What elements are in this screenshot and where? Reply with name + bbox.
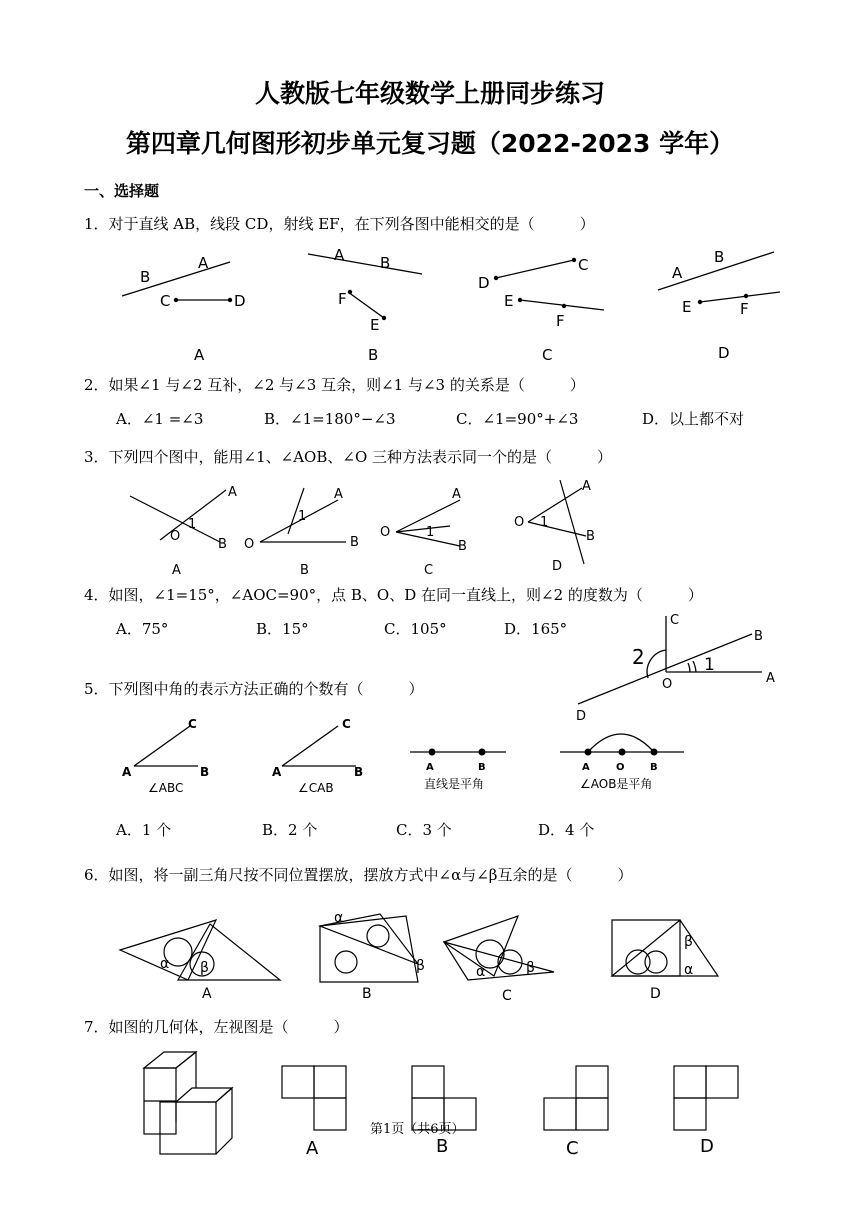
q1c-label-d: D <box>478 274 490 292</box>
svg-text:A: A <box>228 485 237 500</box>
q1c-label-f: F <box>556 312 565 330</box>
question-4-option-d: D．165° <box>504 620 568 638</box>
q6c-beta: β <box>526 960 535 976</box>
question-5-option-b: B．2 个 <box>262 821 318 839</box>
q1b-line-ab <box>308 254 422 274</box>
q3-caption-a: A <box>172 563 181 578</box>
svg-text:1: 1 <box>704 655 715 675</box>
page-footer: 第1页（共6页） <box>370 1122 465 1137</box>
q7-caption-c: C <box>566 1138 579 1159</box>
q1d-label-b: B <box>714 248 725 266</box>
q6-caption-c: C <box>502 988 512 1004</box>
svg-text:A: A <box>334 487 343 502</box>
q1a-label-c: C <box>160 292 171 310</box>
q7-caption-b: B <box>436 1136 449 1157</box>
svg-text:1: 1 <box>298 509 307 524</box>
q6c-alpha: α <box>476 964 486 980</box>
svg-text:D: D <box>576 709 587 724</box>
svg-text:B: B <box>754 629 763 644</box>
svg-text:O: O <box>616 762 625 773</box>
q6a-beta: β <box>200 960 209 976</box>
question-2-option-a: A．∠1 =∠3 <box>116 410 204 428</box>
question-3-figures <box>120 476 610 580</box>
q1d-label-f: F <box>740 300 749 318</box>
question-4-figure <box>566 610 786 726</box>
q1d-label-e: E <box>682 298 692 316</box>
q1c-segment-dc <box>496 260 574 278</box>
q7-caption-d: D <box>700 1136 714 1157</box>
q3-caption-d: D <box>552 559 563 574</box>
question-3-text: 3．下列四个图中，能用∠1、∠AOB、∠O 三种方法表示同一个的是（ ） <box>84 448 613 466</box>
q1b-label-a: A <box>334 246 345 264</box>
question-4-option-c: C．105° <box>384 620 447 638</box>
question-4-option-b: B．15° <box>256 620 309 638</box>
q1d-label-a: A <box>672 264 683 282</box>
svg-text:A: A <box>272 765 282 779</box>
q1c-label-e: E <box>504 292 514 310</box>
question-5-option-a: A．1 个 <box>116 821 172 839</box>
q3-caption-b: B <box>300 563 309 578</box>
svg-text:O: O <box>514 515 525 530</box>
q1c-ray-ef <box>520 300 604 310</box>
q6-caption-d: D <box>650 986 661 1002</box>
question-1-figures <box>110 242 800 370</box>
q3-caption-c: C <box>424 563 434 578</box>
svg-text:2: 2 <box>632 645 645 669</box>
svg-text:A: A <box>582 479 591 494</box>
svg-text:1: 1 <box>540 515 549 530</box>
svg-text:A: A <box>122 765 132 779</box>
question-5-text: 5．下列图中角的表示方法正确的个数有（ ） <box>84 680 424 698</box>
svg-text:B: B <box>586 529 595 544</box>
question-4-text: 4．如图，∠1=15°，∠AOC=90°，点 B、O、D 在同一直线上，则∠2 的度数为（ ） <box>84 586 703 604</box>
question-6-figures <box>116 906 726 1004</box>
svg-text:B: B <box>218 537 227 552</box>
q6d-beta: β <box>684 934 693 950</box>
question-2-option-c: C．∠1=90°+∠3 <box>456 410 579 428</box>
svg-text:A: A <box>426 762 434 773</box>
q6d-alpha: α <box>684 962 694 978</box>
svg-text:O: O <box>380 525 391 540</box>
q1b-label-b: B <box>380 254 391 272</box>
svg-text:B: B <box>650 762 658 773</box>
q6b-beta: β <box>416 958 425 974</box>
svg-text:C: C <box>342 717 351 731</box>
q1-caption-c: C <box>542 346 553 364</box>
page-subtitle: 第四章几何图形初步单元复习题（2022-2023 学年） <box>125 129 735 158</box>
question-5-figures <box>118 714 698 800</box>
q5-caption-4: ∠AOB是平角 <box>580 777 653 791</box>
svg-text:B: B <box>350 535 359 550</box>
question-1-text: 1．对于直线 AB，线段 CD，射线 EF，在下列各图中能相交的是（ ） <box>84 215 595 233</box>
question-5-option-c: C．3 个 <box>396 821 452 839</box>
question-2-option-d: D．以上都不对 <box>642 410 745 428</box>
svg-text:1: 1 <box>188 517 197 532</box>
q1a-label-d: D <box>234 292 246 310</box>
q1b-label-f: F <box>338 290 347 308</box>
page-title: 人教版七年级数学上册同步练习 <box>254 79 605 108</box>
q1-caption-b: B <box>368 346 379 364</box>
question-7-figures <box>136 1046 746 1160</box>
svg-text:B: B <box>200 765 210 779</box>
q5-caption-2: ∠CAB <box>298 781 334 795</box>
svg-text:1: 1 <box>426 525 435 540</box>
q1a-line-ab <box>122 262 230 296</box>
question-6-text: 6．如图，将一副三角尺按不同位置摆放，摆放方式中∠α与∠β互余的是（ ） <box>84 866 633 884</box>
svg-text:A: A <box>766 671 775 686</box>
svg-text:B: B <box>354 765 364 779</box>
section-heading: 一、选择题 <box>84 182 160 200</box>
q6a-alpha: α <box>160 956 170 972</box>
svg-text:B: B <box>458 539 467 554</box>
q6b-alpha: α <box>334 910 344 926</box>
q5-caption-1: ∠ABC <box>148 781 184 795</box>
question-7-text: 7．如图的几何体，左视图是（ ） <box>84 1018 349 1036</box>
q5-caption-3: 直线是平角 <box>424 777 485 791</box>
q1b-ray-ef <box>348 292 384 318</box>
question-4-option-a: A．75° <box>116 620 169 638</box>
svg-text:O: O <box>244 537 255 552</box>
svg-text:A: A <box>582 762 590 773</box>
svg-text:B: B <box>478 762 486 773</box>
svg-text:A: A <box>452 487 461 502</box>
svg-text:O: O <box>170 529 181 544</box>
q6-caption-b: B <box>362 986 372 1002</box>
q7-caption-a: A <box>306 1138 319 1159</box>
question-5-option-d: D．4 个 <box>538 821 595 839</box>
q1-caption-d: D <box>718 344 730 362</box>
q1a-label-a: A <box>198 254 209 272</box>
q1a-label-b: B <box>140 268 151 286</box>
svg-text:O: O <box>662 677 673 692</box>
q1-caption-a: A <box>194 346 205 364</box>
svg-text:C: C <box>670 613 680 628</box>
question-2-text: 2．如果∠1 与∠2 互补，∠2 与∠3 互余，则∠1 与∠3 的关系是（ ） <box>84 376 585 394</box>
q1b-label-e: E <box>370 316 380 334</box>
question-2-option-b: B．∠1=180°−∠3 <box>264 410 396 428</box>
q6-caption-a: A <box>202 986 212 1002</box>
svg-text:C: C <box>188 717 197 731</box>
q1c-label-c: C <box>578 256 589 274</box>
